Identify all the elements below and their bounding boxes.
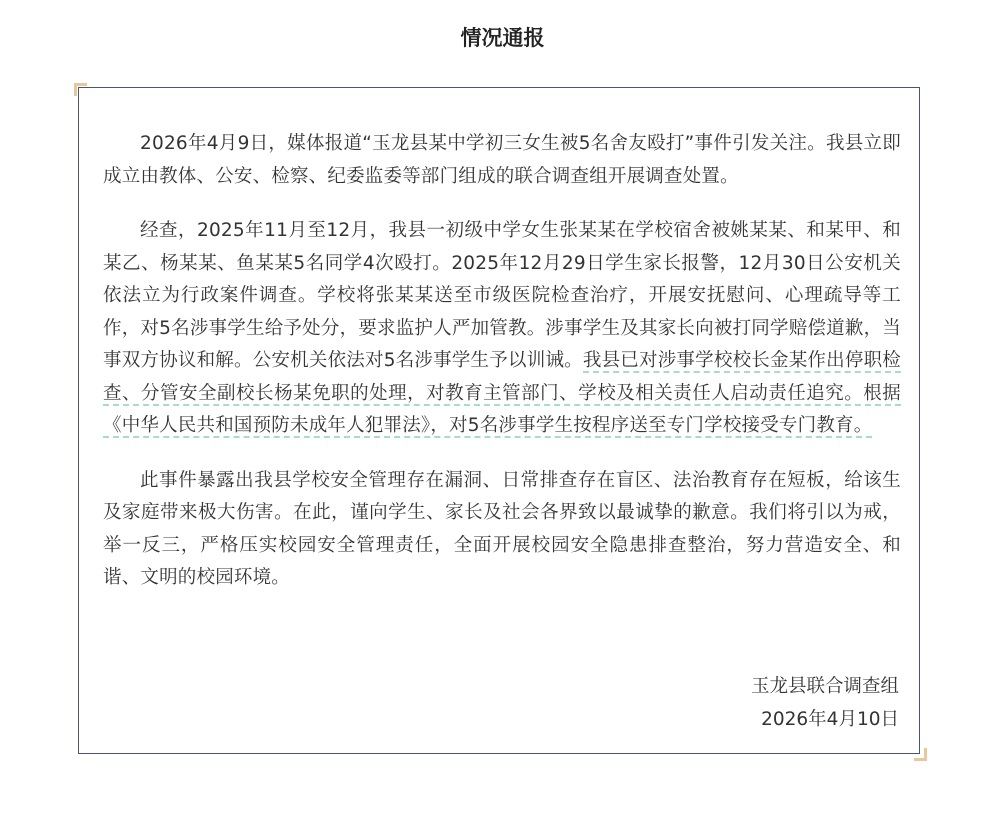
paragraph-3: 此事件暴露出我县学校安全管理存在漏洞、日常排查存在盲区、法治教育存在短板，给该生及家庭带来极大伤害。在此，谨向学生、家长及社会各界致以最诚挚的歉意。我们将引以为戒，举一反三，严格压实校园安全管理责任，全面开展校园安全隐患排查整治，努力营造安全、和谐、文明的校园环境。 (103, 469, 901, 588)
paragraph-2-text: 经查，2025年11月至12月，我县一初级中学女生张某某在学校宿舍被姚某某、和某甲、和某乙、杨某某、鱼某某5名同学4次殴打。2025年12月29日学生家长报警，12月30日公安机关依法立为行政案件调查。学校将张某某送至市级医院检查治疗，开展安抚慰问、心理疏导等工作，对5名涉事学生给予处分，要求监护人严加管教。涉事学生及其家长向被打同学赔偿道歉，当事双方协议和解。公安机关依法对5名涉事学生予以训诫。 (103, 220, 901, 371)
notice-box (78, 87, 920, 754)
paragraph-2 (103, 215, 901, 443)
signature (751, 670, 899, 736)
notice-body (103, 128, 901, 617)
paragraph-2-highlight: 我县已对涉事学校校长金某作出停职检查、分管安全副校长杨某免职的处理，对教育主管部门、学校及相关责任人启动责任追究。根据《中华人民共和国预防未成年人犯罪法》，对5名涉事学生按程序送至专门学校接受专门教育。 (103, 350, 901, 436)
signature-org: 玉龙县联合调查组 (750, 676, 899, 697)
page-title: 情况通报 (460, 26, 545, 50)
signature-date: 2026年4月10日 (761, 709, 899, 730)
paragraph-1: 2026年4月9日，媒体报道“玉龙县某中学初三女生被5名舍友殴打”事件引发关注。我县立即成立由教体、公安、检察、纪委监委等部门组成的联合调查组开展调查处置。 (103, 133, 901, 187)
